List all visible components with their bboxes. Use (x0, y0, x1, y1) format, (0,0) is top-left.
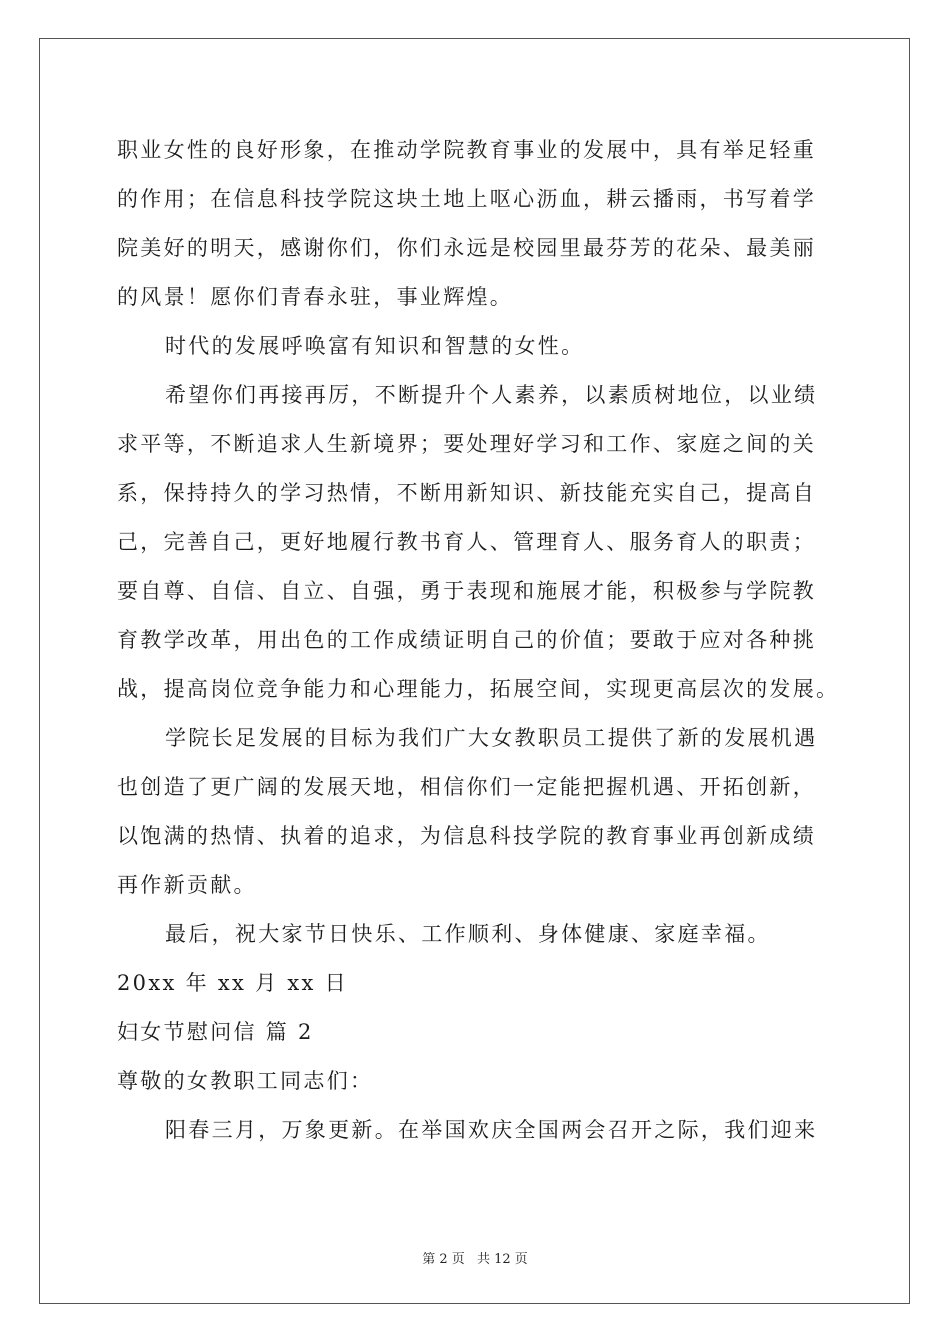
text-line: 再作新贡献。 (117, 873, 257, 897)
page-number: 第 2 页 (422, 1252, 465, 1267)
text-line: 也创造了更广阔的发展天地，相信你们一定能把握机遇、开拓创新， (117, 775, 816, 799)
section-heading: 妇女节慰问信 篇 2 (117, 1020, 314, 1044)
text-line: 求平等，不断追求人生新境界；要处理好学习和工作、家庭之间的关 (117, 432, 816, 456)
text-line: 育教学改革，用出色的工作成绩证明自己的价值；要敢于应对各种挑 (117, 628, 816, 652)
text-line: 系，保持持久的学习热情，不断用新知识、新技能充实自己，提高自 (117, 481, 816, 505)
text-line: 的作用；在信息科技学院这块土地上呕心沥血，耕云播雨，书写着学 (117, 187, 816, 211)
text-line: 职业女性的良好形象，在推动学院教育事业的发展中，具有举足轻重 (117, 138, 816, 162)
text-line: 院美好的明天，感谢你们，你们永远是校园里最芬芳的花朵、最美丽 (117, 236, 816, 260)
page-footer (0, 1248, 950, 1267)
text-line: 以饱满的热情、执着的追求，为信息科技学院的教育事业再创新成绩 (117, 824, 816, 848)
text-line: 最后，祝大家节日快乐、工作顺利、身体健康、家庭幸福。 (165, 922, 771, 946)
text-line: 的风景！愿你们青春永驻，事业辉煌。 (117, 285, 514, 309)
text-line: 战，提高岗位竞争能力和心理能力，拓展空间，实现更高层次的发展。 (117, 677, 840, 701)
text-line: 要自尊、自信、自立、自强，勇于表现和施展才能，积极参与学院教 (117, 579, 816, 603)
salutation: 尊敬的女教职工同志们： (117, 1069, 374, 1093)
page-total: 共 12 页 (476, 1252, 528, 1267)
date-line: 20xx 年 xx 月 xx 日 (117, 971, 348, 995)
text-line: 阳春三月，万象更新。在举国欢庆全国两会召开之际，我们迎来 (165, 1118, 818, 1142)
text-line: 学院长足发展的目标为我们广大女教职员工提供了新的发展机遇 (165, 726, 818, 750)
text-line: 己，完善自己，更好地履行教书育人、管理育人、服务育人的职责； (117, 530, 816, 554)
text-line: 时代的发展呼唤富有知识和智慧的女性。 (165, 334, 585, 358)
text-line: 希望你们再接再厉，不断提升个人素养，以素质树地位，以业绩 (165, 383, 818, 407)
document-body (117, 126, 857, 1155)
